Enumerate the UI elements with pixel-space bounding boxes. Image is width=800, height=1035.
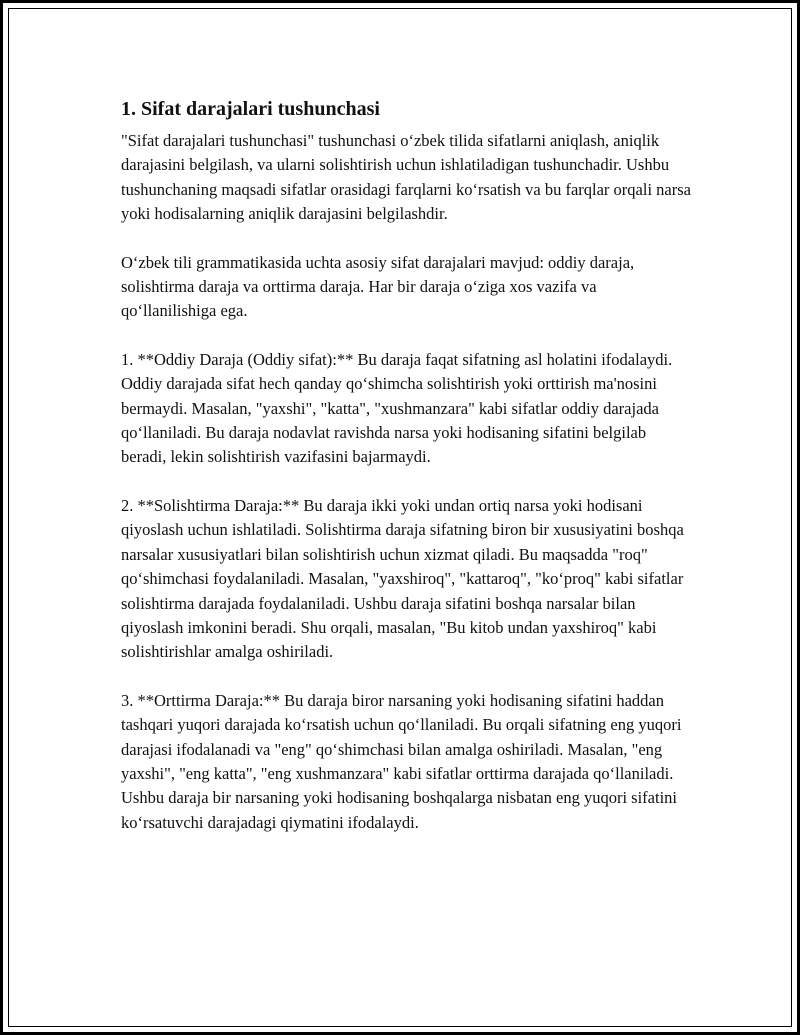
paragraph-oddiy-daraja: 1. **Oddiy Daraja (Oddiy sifat):** Bu daraja faqat sifatning asl holatini ifodalaydi. Oddiy darajada sifat hech qanday qo‘shimcha solishtirish yoki orttirish ma'nosini bermaydi. Masalan, "yaxshi", "katta", "xushmanzara" kabi sifatlar oddiy darajada qo‘llaniladi. Bu daraja nodavlat ravishda narsa yoki hodisaning sifatini belgilab beradi, lekin solishtirish vazifasini bajarmaydi. [121,349,673,467]
paragraph-intro: "Sifat darajalari tushunchasi" tushunchasi o‘zbek tilida sifatlarni aniqlash, aniqlik darajasini belgilash, va ularni solishtirish uchun ishlatiladigan tushunchadir. Ushbu tushunchaning maqsadi sifatlar orasidagi farqlarni ko‘rsatish va bu farqlar orqali narsa yoki hodisalarning aniqlik darajasini belgilashdir. [121,131,691,224]
paragraph-overview: O‘zbek tili grammatikasida uchta asosiy sifat darajalari mavjud: oddiy daraja, solishtirma daraja va orttirma daraja. Har bir daraja o‘ziga xos vazifa va qo‘llanilishiga ega. [121,252,635,321]
section-heading: 1. Sifat darajalari tushunchasi [121,98,380,120]
paragraph-solishtirma-daraja: 2. **Solishtirma Daraja:** Bu daraja ikki yoki undan ortiq narsa yoki hodisani qiyoslash uchun ishlatiladi. Solishtirma daraja sifatning biron bir xususiyatini boshqa narsalar xususiyatlari bilan solishtirish uchun xizmat qiladi. Bu maqsadda "roq" qo‘shimchasi foydalaniladi. Masalan, "yaxshiroq", "kattaroq", "ko‘proq" kabi sifatlar solishtirma darajada foydalaniladi. Ushbu daraja sifatini boshqa narsalar bilan qiyoslash imkonini beradi. Shu orqali, masalan, "Bu kitob undan yaxshiroq" kabi solishtirishlar amalga oshiriladi. [121,495,684,662]
paragraph-orttirma-daraja: 3. **Orttirma Daraja:** Bu daraja biror narsaning yoki hodisaning sifatini haddan tashqari yuqori darajada ko‘rsatish uchun qo‘llaniladi. Bu orqali sifatning eng yuqori darajasi ifodalanadi va "eng" qo‘shimchasi bilan amalga oshiriladi. Masalan, "eng yaxshi", "eng katta", "eng xushmanzara" kabi sifatlar orttirma darajada qo‘llaniladi. Ushbu daraja bir narsaning yoki hodisaning boshqalarga nisbatan eng yuqori sifatini ko‘rsatuvchi darajadagi qiymatini ifodalaydi. [121,690,682,832]
document-body [121,96,691,859]
